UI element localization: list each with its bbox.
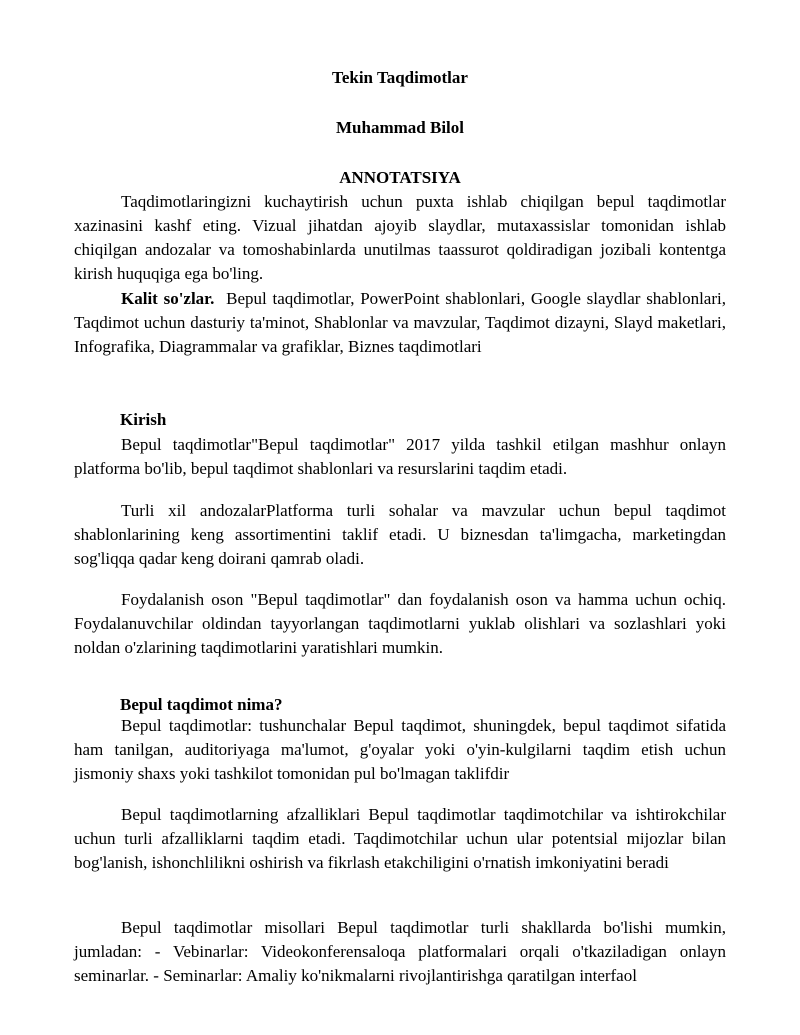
keywords-text: Bepul taqdimotlar, PowerPoint shablonlari, Google slaydlar shablonlari, Taqdimot uchun dasturiy ta'minot, Shablonlar va mavzular, Taqdimot dizayni, Slayd maketlari, Infografika, Diagrammalar va grafiklar, Biznes taqdimotlari <box>74 289 726 356</box>
section-heading-bepul-taqdimot: Bepul taqdimot nima? <box>120 695 283 714</box>
intro-paragraph-1: Bepul taqdimotlar"Bepul taqdimotlar" 2017 yilda tashkil etilgan mashhur onlayn platforma bo'lib, bepul taqdimot shablonlari va resurslarini taqdim etadi. <box>74 435 726 478</box>
abstract-text: Taqdimotlaringizni kuchaytirish uchun puxta ishlab chiqilgan bepul taqdimotlar xazinasini kashf eting. Vizual jihatdan ajoyib slaydlar, mutaxassislar tomonidan ishlab chiqilgan andozalar va tomoshabinlarda unutilmas taassurot qoldiradigan jozibali kontentga kirish huquqiga ega bo'ling. <box>74 192 726 283</box>
section2-paragraph-2: Bepul taqdimotlarning afzalliklari Bepul taqdimotlar taqdimotchilar va ishtirokchilar uchun turli afzalliklarni taqdim etadi. Taqdimotchilar uchun ular potentsial mijozlar bilan bog'lanish, ishonchlilikni oshirish va fikrlash etakchiligini o'rnatish imkoniyatini beradi <box>74 805 726 872</box>
section-heading-kirish: Kirish <box>120 410 167 429</box>
intro-paragraph-2: Turli xil andozalarPlatforma turli sohalar va mavzular uchun bepul taqdimot shablonlarining keng assortimentini taklif etadi. U biznesdan ta'limgacha, marketingdan sog'liqqa qadar keng doirani qamrab oladi. <box>74 501 726 568</box>
keywords-label: Kalit so'zlar. <box>121 289 215 308</box>
section2-paragraph-3: Bepul taqdimotlar misollari Bepul taqdimotlar turli shakllarda bo'lishi mumkin, jumladan: - Vebinarlar: Videokonferensaloqa platformalari orqali o'tkaziladigan onlayn seminarlar. - Seminarlar: Amaliy ko'nikmalarni rivojlantirishga qaratilgan interfaol <box>74 918 726 985</box>
author-name: Muhammad Bilol <box>336 118 464 137</box>
section2-paragraph-1: Bepul taqdimotlar: tushunchalar Bepul taqdimot, shuningdek, bepul taqdimot sifatida ham tanilgan, auditoriyaga ma'lumot, g'oyalar yoki o'yin-kulgilarni taqdim etish uchun jismoniy shaxs yoki tashkilot tomonidan pul bo'lmagan taklifdir <box>74 716 726 783</box>
document-title: Tekin Taqdimotlar <box>332 68 468 87</box>
intro-paragraph-3: Foydalanish oson "Bepul taqdimotlar" dan foydalanish oson va hamma uchun ochiq. Foydalanuvchilar oldindan tayyorlangan taqdimotlarni yuklab olishlari va sozlashlari yoki noldan o'zlarining taqdimotlarini yaratishlari mumkin. <box>74 590 726 657</box>
abstract-heading: ANNOTATSIYA <box>339 168 461 187</box>
keywords-paragraph <box>74 287 726 359</box>
